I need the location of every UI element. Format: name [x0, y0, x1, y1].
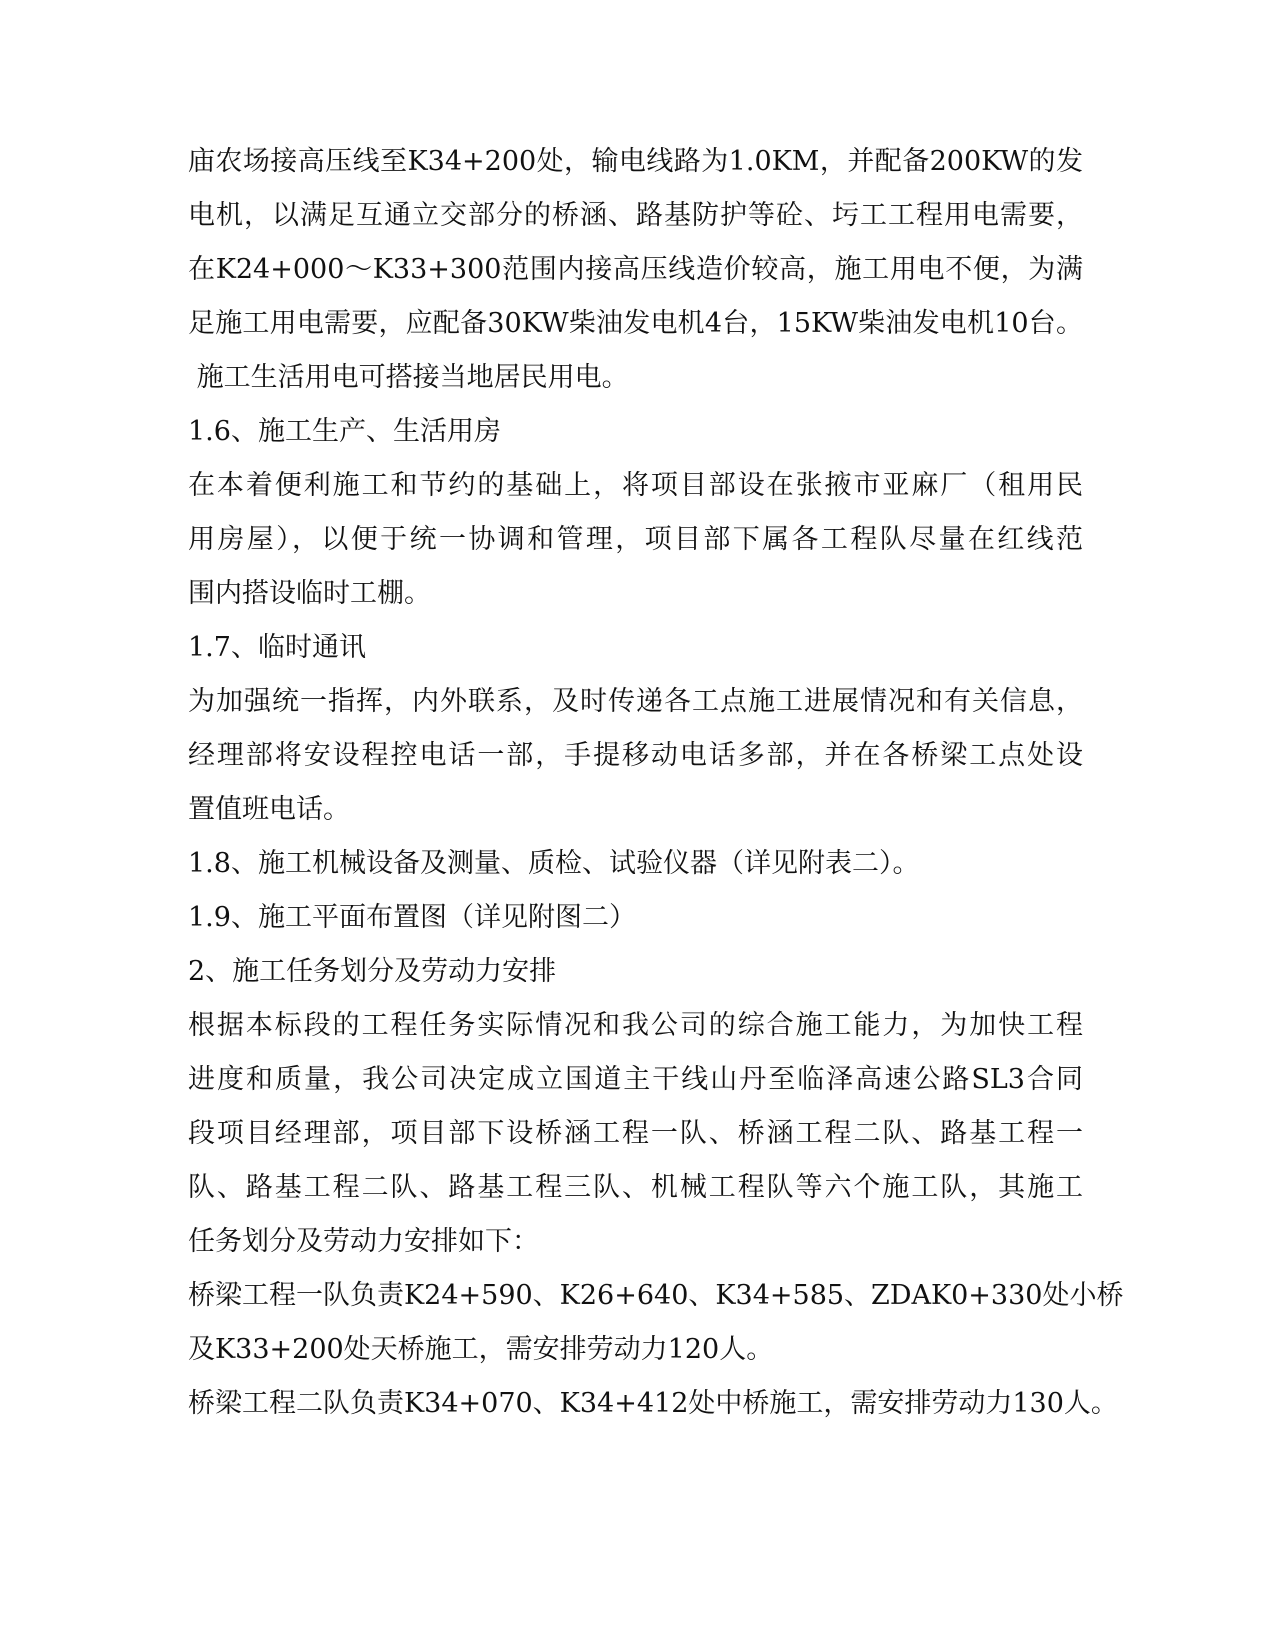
body-text-line: 任务划分及劳动力安排如下： [188, 1226, 539, 1257]
body-text-line: 及K33+200处天桥施工，需安排劳动力120人。 [188, 1334, 774, 1365]
body-text-line: 桥梁工程二队负责K34+070、K34+412处中桥施工，需安排劳动力130人。 [188, 1388, 1118, 1419]
body-text-line: 为加强统一指挥，内外联系，及时传递各工点施工进展情况和有关信息， [188, 686, 1083, 717]
body-text-line: 围内搭设临时工棚。 [188, 578, 431, 609]
body-text-line: 在K24+000～K33+300范围内接高压线造价较高，施工用电不便，为满 [188, 254, 1083, 285]
body-text-line: 电机，以满足互通立交部分的桥涵、路基防护等砼、圬工工程用电需要， [188, 200, 1083, 231]
body-text-line: 进度和质量，我公司决定成立国道主干线山丹至临泽高速公路SL3合同 [188, 1064, 1083, 1095]
body-text-line: 队、路基工程二队、路基工程三队、机械工程队等六个施工队，其施工 [188, 1172, 1083, 1203]
body-text-line: 根据本标段的工程任务实际情况和我公司的综合施工能力，为加快工程 [188, 1010, 1083, 1041]
body-text-line: 用房屋），以便于统一协调和管理，项目部下属各工程队尽量在红线范 [188, 524, 1083, 555]
section-heading: 1.8、施工机械设备及测量、质检、试验仪器（详见附表二）。 [188, 848, 920, 879]
section-heading: 1.7、临时通讯 [188, 632, 366, 663]
body-text-line: 桥梁工程一队负责K24+590、K26+640、K34+585、ZDAK0+330处小桥 [188, 1280, 1124, 1311]
body-text-line: 在本着便利施工和节约的基础上，将项目部设在张掖市亚麻厂（租用民 [188, 470, 1083, 501]
body-text-line: 足施工用电需要，应配备30KW柴油发电机4台，15KW柴油发电机10台。 [188, 308, 1083, 339]
body-text-line: 经理部将安设程控电话一部，手提移动电话多部，并在各桥梁工点处设 [188, 740, 1083, 771]
body-text-line: 施工生活用电可搭接当地居民用电。 [188, 362, 629, 393]
section-heading: 2、施工任务划分及劳动力安排 [188, 956, 557, 987]
section-heading: 1.9、施工平面布置图（详见附图二） [188, 902, 636, 933]
section-heading: 1.6、施工生产、生活用房 [188, 416, 501, 447]
body-text-line: 置值班电话。 [188, 794, 350, 825]
body-text-line: 段项目经理部，项目部下设桥涵工程一队、桥涵工程二队、路基工程一 [188, 1118, 1083, 1149]
body-text-line: 庙农场接高压线至K34+200处，输电线路为1.0KM，并配备200KW的发 [188, 146, 1083, 177]
